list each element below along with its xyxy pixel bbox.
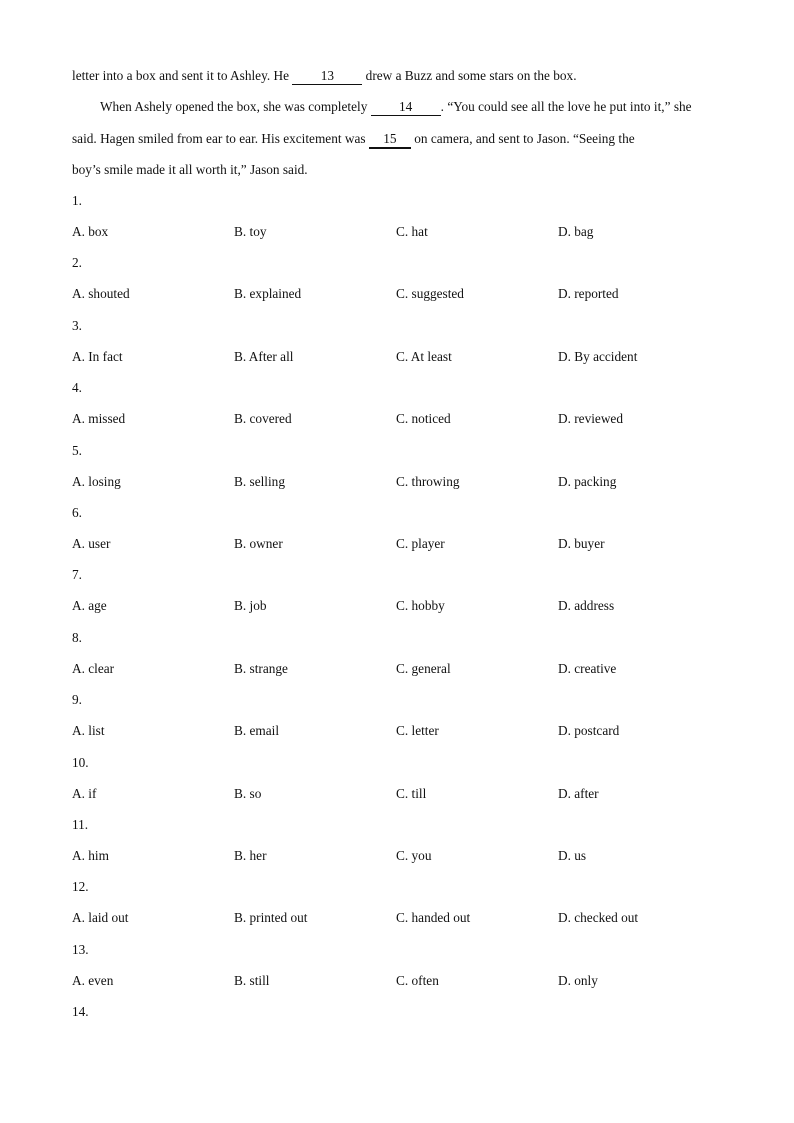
option-c: C. hobby <box>396 598 445 614</box>
option-a: A. user <box>72 536 111 551</box>
question-number: 8. <box>72 629 82 645</box>
option-a: A. shouted <box>72 286 130 302</box>
blank-13: 13 <box>292 68 362 85</box>
question-number: 7. <box>72 567 82 583</box>
question-number: 2. <box>72 255 82 271</box>
question-number: 6. <box>72 505 82 520</box>
option-b: B. so <box>234 785 262 801</box>
option-c: C. letter <box>396 723 439 739</box>
question-number: 11. <box>72 817 89 832</box>
option-d: D. postcard <box>558 723 620 739</box>
option-a: A. box <box>72 224 109 239</box>
question-number: 10. <box>72 754 89 770</box>
passage-line-2 <box>100 99 692 116</box>
passage-text: letter into a box and sent it to Ashley. He <box>72 68 293 83</box>
option-c: C. hat <box>396 224 428 239</box>
option-c: C. often <box>396 972 439 988</box>
option-a: A. if <box>72 785 97 801</box>
passage-line-3 <box>72 131 635 149</box>
passage-line-1 <box>72 68 577 85</box>
option-b: B. covered <box>234 411 292 427</box>
option-b: B. After all <box>234 348 294 364</box>
question-number: 12. <box>72 879 89 895</box>
blank-14: 14 <box>371 99 441 116</box>
blank-15: 15 <box>369 131 411 149</box>
option-c: C. you <box>396 848 432 863</box>
passage-text: drew a Buzz and some stars on the box. <box>362 68 577 83</box>
question-number: 4. <box>72 380 82 396</box>
option-d: D. creative <box>558 660 617 676</box>
option-a: A. age <box>72 598 107 614</box>
option-a: A. losing <box>72 473 121 489</box>
option-d: D. By accident <box>558 348 638 364</box>
option-b: B. email <box>234 723 280 739</box>
option-d: D. us <box>558 848 587 863</box>
option-a: A. laid out <box>72 910 129 926</box>
option-c: C. suggested <box>396 286 464 302</box>
option-a: A. In fact <box>72 348 123 364</box>
option-c: C. handed out <box>396 910 471 926</box>
passage-text: When Ashely opened the box, she was completely <box>100 99 371 114</box>
option-b: B. still <box>234 972 270 988</box>
question-number: 13. <box>72 941 89 957</box>
option-a: A. clear <box>72 660 115 676</box>
passage-line-4: boy’s smile made it all worth it,” Jason said. <box>72 162 308 177</box>
option-b: B. owner <box>234 536 283 551</box>
option-d: D. packing <box>558 473 617 489</box>
option-d: D. reported <box>558 286 619 302</box>
option-a: A. list <box>72 723 105 739</box>
option-b: B. explained <box>234 286 302 302</box>
question-number: 5. <box>72 442 82 458</box>
option-d: D. buyer <box>558 536 605 551</box>
option-b: B. selling <box>234 473 285 489</box>
option-b: B. her <box>234 848 267 863</box>
option-a: A. even <box>72 972 114 988</box>
option-c: C. player <box>396 536 445 551</box>
option-b: B. job <box>234 598 267 614</box>
option-c: C. noticed <box>396 411 451 427</box>
option-c: C. At least <box>396 348 452 364</box>
question-number: 9. <box>72 692 82 708</box>
passage-text: . “You could see all the love he put into it,” she <box>440 99 692 114</box>
option-b: B. strange <box>234 660 288 676</box>
option-d: D. after <box>558 785 599 801</box>
option-b: B. toy <box>234 224 267 239</box>
question-number: 3. <box>72 317 82 333</box>
option-c: C. general <box>396 660 451 676</box>
option-a: A. him <box>72 848 109 863</box>
question-number: 1. <box>72 193 82 208</box>
option-d: D. checked out <box>558 910 639 926</box>
option-d: D. reviewed <box>558 411 623 427</box>
passage-text: on camera, and sent to Jason. “Seeing the <box>410 131 635 146</box>
passage-text: said. Hagen smiled from ear to ear. His excitement was <box>72 131 369 146</box>
option-d: D. bag <box>558 224 594 239</box>
option-d: D. only <box>558 972 598 988</box>
option-b: B. printed out <box>234 910 308 926</box>
option-d: D. address <box>558 598 615 614</box>
option-c: C. throwing <box>396 473 460 489</box>
option-c: C. till <box>396 785 427 801</box>
question-number: 14. <box>72 1004 89 1020</box>
option-a: A. missed <box>72 411 126 427</box>
